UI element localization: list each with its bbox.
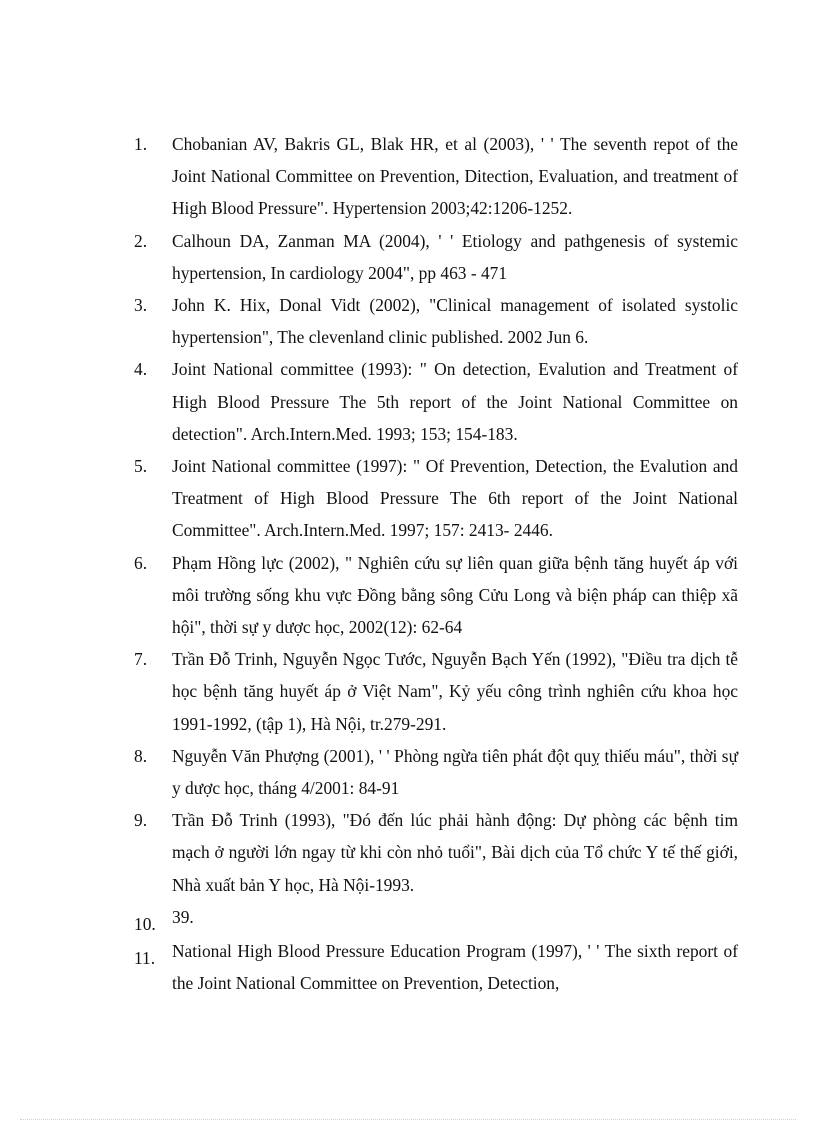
reference-text: National High Blood Pressure Education Program (1997), ' ' The sixth report of the Joint National Committee on Prevention, Detection, (172, 941, 738, 994)
reference-number: 5. (134, 456, 148, 477)
reference-text: Calhoun DA, Zanman MA (2004), ' ' Etiology and pathgenesis of systemic hypertension, In cardiology 2004", pp 463 - 471 (172, 230, 738, 283)
reference-item (0, 353, 816, 450)
reference-text: Joint National committee (1997): " Of Prevention, Detection, the Evalution and Treatment of High Blood Pressure The 6th report of the Joint National Committee". Arch.Intern.Med. 1997; 157: 2413- 2446. (172, 456, 738, 541)
reference-text: Nguyễn Văn Phượng (2001), ' ' Phòng ngừa tiên phát đột quỵ thiếu máu", thời sự y dược học, tháng 4/2001: 84-91 (172, 745, 738, 799)
reference-number: 10. (134, 913, 156, 934)
reference-item (0, 643, 816, 740)
reference-item (0, 225, 816, 289)
reference-item (0, 901, 816, 933)
reference-text: Chobanian AV, Bakris GL, Blak HR, et al (2003), ' ' The seventh repot of the Joint National Committee on Prevention, Ditection, Evaluation, and treatment of High Blood Pressure". Hypertension 2003;42:1206-1252. (172, 134, 738, 219)
reference-item (0, 547, 816, 644)
reference-number: 11. (134, 948, 156, 969)
reference-text: Trần Đỗ Trinh (1993), "Đó đến lúc phải hành động: Dự phòng các bệnh tim mạch ở người lớn ngay từ khi còn nhỏ tuổi", Bài dịch của Tổ chức Y tế thế giới, Nhà xuất bản Y học, Hà Nội-1993. (172, 810, 738, 895)
reference-text: 39. (172, 906, 194, 927)
reference-item (0, 804, 816, 901)
reference-number: 2. (134, 230, 148, 251)
reference-number: 8. (134, 745, 148, 766)
reference-text: John K. Hix, Donal Vidt (2002), "Clinical management of isolated systolic hypertension", The clevenland clinic published. 2002 Jun 6. (172, 295, 738, 348)
reference-number: 7. (134, 649, 148, 670)
reference-number: 3. (134, 295, 148, 316)
reference-number: 4. (134, 359, 148, 380)
reference-item (0, 935, 816, 999)
reference-number: 6. (134, 552, 148, 573)
reference-number: 9. (134, 810, 148, 831)
page-bottom-divider (20, 1119, 796, 1120)
reference-list (0, 128, 816, 999)
reference-item (0, 740, 816, 804)
reference-text: Trần Đỗ Trinh, Nguyễn Ngọc Tước, Nguyễn Bạch Yến (1992), "Điều tra dịch tễ học bệnh tăng huyết áp ở Việt Nam", Kỷ yếu công trình nghiên cứu khoa học 1991-1992, (tập 1), Hà Nội, tr.279-291. (172, 649, 738, 734)
reference-item (0, 450, 816, 547)
reference-number: 1. (134, 134, 148, 154)
reference-item (0, 128, 816, 225)
reference-text: Joint National committee (1993): " On detection, Evalution and Treatment of High Blood Pressure The 5th report of the Joint National Committee on detection". Arch.Intern.Med. 1993; 153; 154-183. (172, 359, 738, 444)
reference-text: Phạm Hồng lực (2002), " Nghiên cứu sự liên quan giữa bệnh tăng huyết áp với môi trường sống khu vực Đồng bằng sông Cửu Long và biện pháp can thiệp xã hội", thời sự y dược học, 2002(12): 62-64 (172, 552, 738, 638)
reference-item (0, 289, 816, 353)
